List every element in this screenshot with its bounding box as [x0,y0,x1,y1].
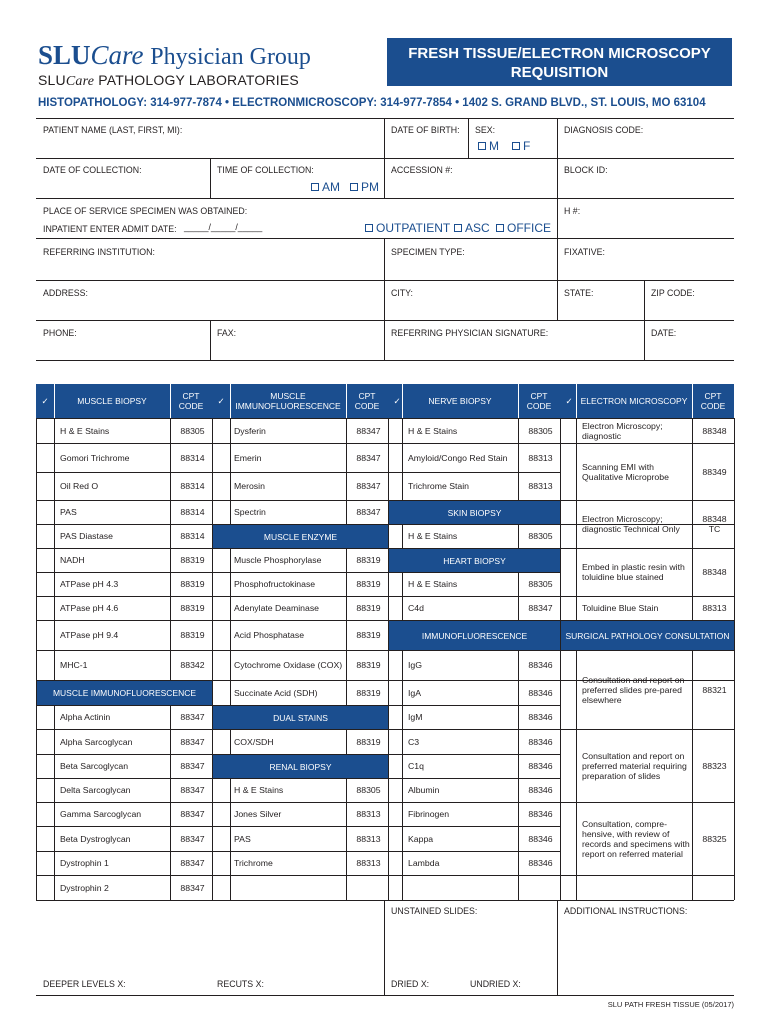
c4-cpt-code: 88348 [702,567,727,577]
outpatient-checkbox[interactable] [365,221,450,235]
sub-slu: SLU [38,72,66,88]
c1-checkbox[interactable] [40,654,50,676]
c1-checkbox[interactable] [40,782,50,798]
c3-test-name: H & E Stains [408,531,458,541]
divider [518,418,519,900]
c1-cpt-code: 88347 [180,809,205,819]
c2-test-name: Jones Silver [234,809,282,819]
state-label: STATE: [564,288,594,298]
c1-checkbox[interactable] [40,576,50,592]
divider [384,118,385,198]
c1-cpt-code: 88319 [180,630,205,640]
c1-checkbox[interactable] [40,447,50,468]
dob-label: DATE OF BIRTH: [391,125,460,135]
divider [346,384,347,418]
c2-cpt-code: 88319 [356,630,381,640]
patient-name-label: PATIENT NAME (LAST, FIRST, MI): [43,125,183,135]
c1-checkbox[interactable] [40,528,50,544]
office-label: OFFICE [507,221,551,235]
c1-checkbox[interactable] [40,758,50,774]
c3-test-name: Trichrome Stain [408,481,469,491]
c4-cpt-code: 88313 [702,603,727,613]
c3-cpt-code: 88347 [528,603,553,613]
c2-test-name: Dysferin [234,425,266,436]
zip-label: ZIP CODE: [651,288,695,298]
pm-label: PM [361,180,379,194]
c2-cpt-code: 88347 [356,452,381,463]
header-cpt-2: CPT CODE [354,391,380,411]
c3-checkbox[interactable] [392,806,402,822]
city-label: CITY: [391,288,413,298]
title-line-1: FRESH TISSUE/ELECTRON MICROSCOPY [408,45,711,62]
c1-checkbox[interactable] [40,830,50,847]
c1-cpt-code: 88347 [180,833,205,844]
c2-checkbox[interactable] [216,552,226,568]
header-cpt-3: CPT CODE [526,391,552,411]
c1-test-name: Beta Dystroglycan [60,833,131,844]
c3-cpt-code: 88346 [528,687,553,698]
c1-test-name: Gomori Trichrome [60,452,130,463]
divider [36,995,734,996]
c3-test-name: C4d [408,603,424,613]
c3-checkbox[interactable] [392,476,402,496]
c3-cpt-code: 88346 [528,858,553,868]
c3-checkbox[interactable] [392,576,402,592]
c1-checkbox[interactable] [40,504,50,520]
c3-test-name: C3 [408,736,420,747]
divider [230,418,231,900]
divider [36,360,734,361]
c1-test-name: ATPase pH 9.4 [60,630,119,640]
section-heart-biopsy: HEART BIOPSY [389,549,560,572]
place-service-label: PLACE OF SERVICE SPECIMEN WAS OBTAINED: [43,206,248,216]
c2-cpt-code: 88319 [356,603,381,613]
block-id-label: BLOCK ID: [564,165,608,175]
divider [384,900,385,995]
sex-f-checkbox[interactable] [512,139,530,153]
c3-checkbox[interactable] [392,830,402,847]
c2-checkbox[interactable] [216,576,226,592]
additional-label: ADDITIONAL INSTRUCTIONS: [564,906,688,916]
c1-cpt-code: 88314 [180,531,205,541]
c1-cpt-code: 88319 [180,603,205,613]
fax-label: FAX: [217,328,237,338]
c1-checkbox[interactable] [40,855,50,871]
address-label: ADDRESS: [43,288,88,298]
c1-cpt-code: 88347 [180,882,205,893]
c3-test-name: IgA [408,687,422,698]
c2-test-name: Phosphofructokinase [234,579,316,589]
section-muscle-enzyme: MUSCLE ENZYME [213,525,388,548]
c4-checkbox[interactable] [564,504,574,544]
c3-test-name: Albumin [408,785,440,795]
c2-test-name: Acid Phosphatase [234,630,305,640]
c1-checkbox[interactable] [40,879,50,896]
c2-test-name: Merosin [234,481,265,491]
divider [212,875,388,876]
c2-cpt-code: 88313 [356,858,381,868]
divider [36,238,734,239]
c4-test-name: Consultation and report on preferred material requiring preparation of slides [582,750,687,781]
c3-test-name: H & E Stains [408,579,458,589]
c3-cpt-code: 88346 [528,785,553,795]
c3-cpt-code: 88313 [528,481,553,491]
sub-rest: PATHOLOGY LABORATORIES [98,72,299,88]
c1-cpt-code: 88314 [180,452,205,463]
c1-cpt-code: 88342 [180,660,205,670]
c2-test-name: Cytochrome Oxidase (COX) [234,660,343,670]
time-collection-label: TIME OF COLLECTION: [217,165,314,175]
header-nerve-biopsy: NERVE BIOPSY [428,396,492,406]
c3-checkbox[interactable] [392,684,402,701]
c3-checkbox[interactable] [392,758,402,774]
c2-cpt-code: 88313 [356,809,381,819]
c1-cpt-code: 88347 [180,858,205,868]
ref-sig-label: REFERRING PHYSICIAN SIGNATURE: [391,328,549,338]
c3-cpt-code: 88305 [528,579,553,589]
c1-cpt-code: 88319 [180,555,205,565]
c2-checkbox[interactable] [216,422,226,439]
title-line-2: REQUISITION [510,64,609,81]
c2-cpt-code: 88319 [356,660,381,670]
c1-checkbox[interactable] [40,733,50,750]
c1-test-name: H & E Stains [60,425,110,436]
c1-checkbox[interactable] [40,422,50,439]
divider [388,875,560,876]
c3-cpt-code: 88313 [528,452,553,463]
divider [36,280,734,281]
unstained-label: UNSTAINED SLIDES: [391,906,478,916]
c4-checkbox[interactable] [564,806,574,871]
c2-cpt-code: 88319 [356,736,381,747]
c1-test-name: Gamma Sarcoglycan [60,809,142,819]
c3-checkbox[interactable] [392,528,402,544]
c3-checkbox[interactable] [392,600,402,616]
divider [692,384,693,418]
c2-checkbox[interactable] [216,504,226,520]
c3-checkbox[interactable] [392,422,402,439]
section-skin-biopsy: SKIN BIOPSY [389,501,560,524]
contact-line: HISTOPATHOLOGY: 314-977-7874 • ELECTRONMICROSCOPY: 314-977-7854 • 1402 S. GRAND BLVD., ST. LOUIS, MO 63104 [38,97,706,109]
asc-checkbox[interactable] [454,221,490,235]
divider [692,418,693,900]
c1-test-name: NADH [60,555,85,565]
c1-checkbox[interactable] [40,600,50,616]
divider [210,158,211,198]
divider [36,198,734,199]
c2-test-name: H & E Stains [234,785,284,795]
c1-test-name: PAS [60,507,77,517]
c2-checkbox[interactable] [216,476,226,496]
c3-checkbox[interactable] [392,654,402,676]
c1-test-name: Beta Sarcoglycan [60,761,129,771]
header-cpt-4: CPT CODE [700,391,726,411]
divider [560,875,734,876]
section-dual-stains: DUAL STAINS [213,706,388,729]
c2-test-name: Emerin [234,452,262,463]
logo-physician-group: Physician Group [150,44,311,70]
c2-test-name: Trichrome [234,858,273,868]
c3-checkbox[interactable] [392,855,402,871]
c2-checkbox[interactable] [216,654,226,676]
c2-cpt-code: 88319 [356,579,381,589]
c2-test-name: Succinate Acid (SDH) [234,687,318,698]
header-em: ELECTRON MICROSCOPY [580,396,688,406]
c4-checkbox[interactable] [564,447,574,496]
accession-label: ACCESSION #: [391,165,453,175]
c1-cpt-code: 88347 [180,736,205,747]
c3-cpt-code: 88346 [528,712,553,722]
divider [388,418,389,900]
dried-label: DRIED X: [391,979,430,989]
c2-cpt-code: 88347 [356,507,381,517]
c2-cpt-code: 88313 [356,833,381,844]
divider [384,238,385,360]
c4-cpt-code: 88348 TC [702,514,727,534]
c1-cpt-code: 88319 [180,579,205,589]
c4-test-name: Toluidine Blue Stain [582,603,659,613]
deeper-label: DEEPER LEVELS X: [43,979,126,989]
c1-test-name: Dystrophin 2 [60,882,109,893]
c1-cpt-code: 88347 [180,785,205,795]
divider [36,900,734,901]
c2-test-name: COX/SDH [234,736,274,747]
c4-checkbox[interactable] [564,422,574,439]
c1-test-name: MHC-1 [60,660,88,670]
c1-test-name: Oil Red O [60,481,99,491]
logo-slu: SLU [38,40,91,70]
c1-checkbox[interactable] [40,624,50,646]
am-label: AM [322,180,340,194]
admit-date-blank[interactable]: _____/_____/_____ [184,222,263,232]
c2-test-name: Adenylate Deaminase [234,603,319,613]
c1-checkbox[interactable] [40,709,50,725]
c2-test-name: Spectrin [234,507,266,517]
c1-cpt-code: 88347 [180,761,205,771]
divider [557,238,558,320]
c3-cpt-code: 88346 [528,809,553,819]
c2-checkbox[interactable] [216,624,226,646]
c4-cpt-code: 88325 [702,833,727,844]
c3-test-name: H & E Stains [408,425,458,436]
c1-checkbox[interactable] [40,552,50,568]
inpatient-label: INPATIENT ENTER ADMIT DATE: [43,224,177,234]
c2-checkbox[interactable] [216,733,226,750]
c4-test-name: Embed in plastic resin with toluidine blue stained [582,562,685,582]
h-num-label: H #: [564,206,581,216]
c1-cpt-code: 88347 [180,712,205,722]
c3-cpt-code: 88346 [528,660,553,670]
sex-f-label: F [523,139,531,153]
c4-cpt-code: 88321 [702,684,727,695]
c4-cpt-code: 88349 [702,466,727,477]
c3-cpt-code: 88346 [528,761,553,771]
outpatient-label: OUTPATIENT [376,221,451,235]
logo-care: Care [90,40,144,70]
divider [557,900,558,995]
c3-test-name: Kappa [408,833,434,844]
date-collection-label: DATE OF COLLECTION: [43,165,142,175]
sex-label: SEX: [475,125,496,135]
c1-test-name: Dystrophin 1 [60,858,109,868]
c1-cpt-code: 88314 [180,481,205,491]
c1-cpt-code: 88305 [180,425,205,436]
c1-checkbox[interactable] [40,806,50,822]
divider [36,158,734,159]
recuts-label: RECUTS X: [217,979,264,989]
c4-test-name: Scanning EMI with Qualitative Microprobe [582,461,669,482]
divider [170,384,171,418]
c2-checkbox[interactable] [216,782,226,798]
divider [54,418,55,900]
section-renal-biopsy: RENAL BIOPSY [213,755,388,778]
c4-checkbox[interactable] [564,654,574,725]
sex-m-checkbox[interactable] [478,139,499,153]
c1-test-name: Delta Sarcoglycan [60,785,131,795]
divider [402,384,403,418]
c2-checkbox[interactable] [216,600,226,616]
c4-test-name: Consultation, compre-hensive, with review of records and specimens with report on referred material [582,818,690,859]
c3-test-name: Amyloid/Congo Red Stain [408,452,508,463]
divider [230,384,231,418]
c2-cpt-code: 88347 [356,481,381,491]
divider [468,118,469,158]
c1-checkbox[interactable] [40,476,50,496]
header-check-2: ✓ [217,396,225,406]
c2-cpt-code: 88305 [356,785,381,795]
c2-cpt-code: 88319 [356,555,381,565]
c1-test-name: Alpha Sarcoglycan [60,736,133,747]
c2-test-name: PAS [234,833,251,844]
divider [36,418,37,900]
divider [36,118,734,119]
divider [560,418,561,900]
sex-m-label: M [489,139,499,153]
divider [518,384,519,418]
sub-care: Care [65,74,95,89]
c3-test-name: Lambda [408,858,440,868]
divider [644,280,645,360]
c3-checkbox[interactable] [392,709,402,725]
header-check-4: ✓ [565,396,573,406]
c2-test-name: Muscle Phosphorylase [234,555,322,565]
divider [576,418,577,900]
c1-test-name: PAS Diastase [60,531,113,541]
c2-checkbox[interactable] [216,855,226,871]
c3-checkbox[interactable] [392,733,402,750]
form-title [387,38,732,86]
divider [36,320,734,321]
divider [346,418,347,900]
header-check-1: ✓ [41,396,49,406]
fixative-label: FIXATIVE: [564,247,605,257]
c2-checkbox[interactable] [216,830,226,847]
c3-cpt-code: 88305 [528,531,553,541]
c2-checkbox[interactable] [216,806,226,822]
header-cpt-1: CPT CODE [178,391,204,411]
c1-cpt-code: 88314 [180,507,205,517]
c4-checkbox[interactable] [564,733,574,798]
divider [402,418,403,900]
c1-test-name: ATPase pH 4.3 [60,579,119,589]
pm-checkbox[interactable] [350,180,379,194]
office-checkbox[interactable] [496,221,551,235]
divider [557,118,558,198]
logo [38,40,311,71]
c3-test-name: C1q [408,761,424,771]
c2-cpt-code: 88347 [356,425,381,436]
divider [557,198,558,238]
c2-checkbox[interactable] [216,447,226,468]
c3-cpt-code: 88305 [528,425,553,436]
c4-test-name: Consultation and report on preferred slides pre-pared elsewhere [582,674,685,705]
c3-cpt-code: 88346 [528,736,553,747]
section-muscle-if-col1: MUSCLE IMMUNOFLUORESCENCE [37,681,212,705]
specimen-type-label: SPECIMEN TYPE: [391,247,465,257]
c4-test-name: Electron Microscopy; diagnostic [582,420,663,441]
c4-test-name: Electron Microscopy; diagnostic Technical Only [582,514,680,534]
divider [734,418,735,900]
c3-checkbox[interactable] [392,447,402,468]
c3-cpt-code: 88346 [528,833,553,844]
c2-checkbox[interactable] [216,684,226,701]
c4-checkbox[interactable] [564,600,574,616]
c3-test-name: IgG [408,660,423,670]
referring-inst-label: REFERRING INSTITUTION: [43,247,155,257]
divider [210,320,211,360]
header-muscle-biopsy: MUSCLE BIOPSY [77,396,147,406]
divider [576,384,577,418]
asc-label: ASC [465,221,490,235]
section-surgical-consult: SURGICAL PATHOLOGY CONSULTATION [561,621,734,650]
phone-label: PHONE: [43,328,77,338]
divider [54,384,55,418]
divider [170,418,171,900]
lab-name [38,72,299,90]
c1-test-name: ATPase pH 4.6 [60,603,119,613]
divider [212,418,213,900]
header-muscle-if: MUSCLE IMMUNOFLUORESCENCE [235,391,341,411]
c4-cpt-code: 88348 [702,425,727,436]
undried-label: UNDRIED X: [470,979,521,989]
footer-code: SLU PATH FRESH TISSUE (05/2017) [607,1000,734,1009]
date-label: DATE: [651,328,677,338]
c4-checkbox[interactable] [564,552,574,592]
c4-cpt-code: 88323 [702,760,727,771]
diagnosis-label: DIAGNOSIS CODE: [564,125,644,135]
c3-checkbox[interactable] [392,782,402,798]
section-immunofluorescence: IMMUNOFLUORESCENCE [389,621,560,650]
c3-test-name: IgM [408,712,423,722]
c3-test-name: Fibrinogen [408,809,450,819]
c1-test-name: Alpha Actinin [60,712,111,722]
c2-cpt-code: 88319 [356,687,381,698]
am-checkbox[interactable] [311,180,340,194]
header-check-3: ✓ [393,396,401,406]
